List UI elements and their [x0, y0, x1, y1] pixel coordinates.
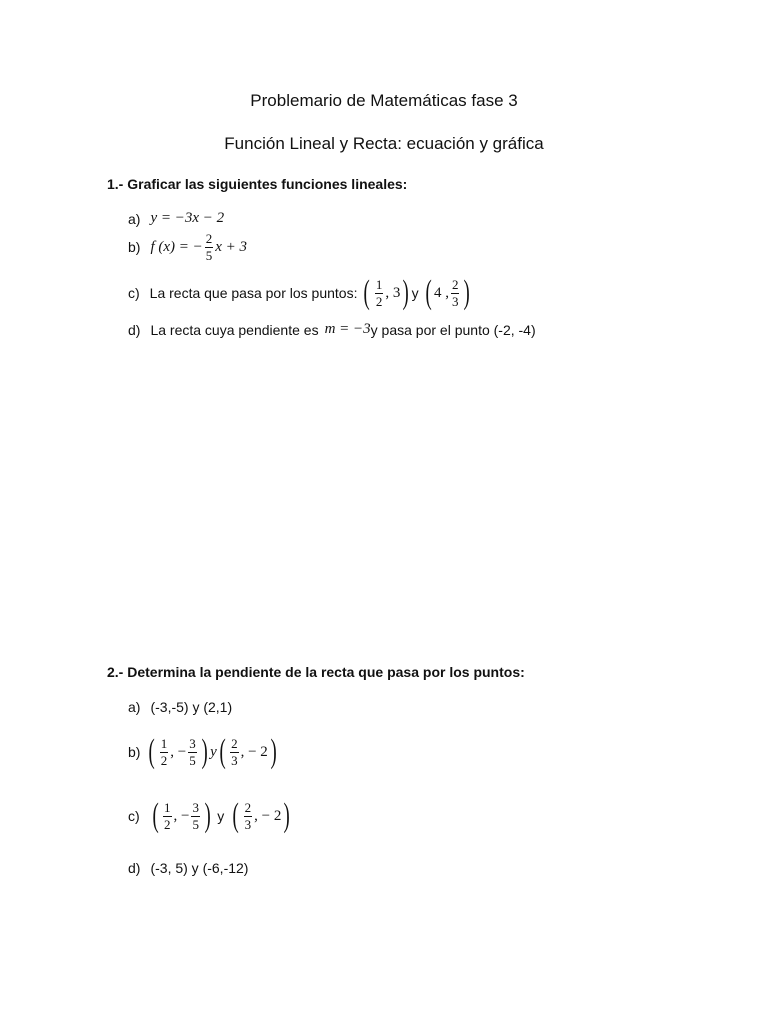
section-2-item-c [128, 799, 293, 833]
section-1-item-a [128, 210, 224, 227]
slope-equation: m = −3 [324, 321, 371, 337]
section-1-heading: 1.- Graficar las siguientes funciones lineales: [107, 176, 408, 192]
equation: y = −3x − 2 [150, 210, 225, 226]
fraction: $\frac{3}{5}$ [189, 735, 196, 768]
fraction: $\frac{2}{3}$ [451, 276, 459, 309]
item-label: d) [128, 860, 141, 876]
right-paren: ) [283, 797, 291, 834]
section-1-item-d [128, 321, 536, 338]
item-label: d) [128, 321, 141, 338]
left-paren: ( [425, 274, 432, 311]
item-label: a) [128, 699, 141, 715]
right-paren: ) [270, 733, 277, 770]
point-y: , − 2 [240, 743, 268, 760]
document-title: Problemario de Matemáticas fase 3 [250, 91, 518, 110]
item-label: b) [128, 744, 141, 760]
left-paren: ( [232, 797, 240, 834]
conjunction: y [217, 808, 225, 824]
item-text-after: y pasa por el punto (-2, -4) [370, 321, 536, 338]
equation-lhs: f (x) = − [150, 238, 203, 255]
section-2-heading: 2.- Determina la pendiente de la recta que pasa por los puntos: [107, 664, 525, 680]
section-2-item-b [128, 735, 279, 769]
item-text: (-3, 5) y (-6,-12) [150, 860, 249, 876]
left-paren: ( [364, 274, 371, 311]
left-paren: ( [149, 733, 156, 770]
document-subtitle: Función Lineal y Recta: ecuación y gráfica [224, 134, 544, 153]
item-label: a) [128, 210, 141, 227]
fraction: $\frac{2}{3}$ [244, 799, 252, 832]
fraction: $\frac{1}{2}$ [375, 276, 383, 309]
section-1-item-c [128, 276, 473, 310]
fraction: $\frac{1}{2}$ [160, 735, 168, 768]
item-text: (-3,-5) y (2,1) [150, 699, 233, 715]
conjunction: y [210, 743, 217, 760]
separator: , − [173, 807, 190, 824]
item-label: b) [128, 239, 141, 256]
item-label: c) [128, 808, 140, 824]
right-paren: ) [201, 733, 208, 770]
right-paren: ) [204, 797, 211, 834]
separator: , − [170, 743, 187, 760]
left-paren: ( [219, 733, 226, 770]
item-text: La recta que pasa por los puntos: [149, 285, 358, 301]
item-label: c) [128, 285, 140, 301]
left-paren: ( [152, 797, 159, 834]
section-2-item-a [128, 699, 232, 715]
right-paren: ) [402, 274, 410, 311]
fraction: $\frac{3}{5}$ [192, 799, 199, 832]
point-y: , − 2 [254, 807, 282, 824]
point-y: , 3 [385, 284, 401, 301]
fraction: $\frac{1}{2}$ [164, 799, 171, 832]
right-paren: ) [464, 274, 471, 311]
fraction: $\frac{2}{5}$ [205, 231, 213, 263]
section-1-item-b [128, 232, 247, 262]
conjunction: y [411, 285, 419, 301]
fraction: $\frac{2}{3}$ [231, 735, 238, 768]
section-2-item-d [128, 860, 248, 876]
equation-rhs: x + 3 [215, 238, 248, 255]
item-text-before: La recta cuya pendiente es [150, 321, 319, 338]
point-x: 4 , [433, 284, 449, 301]
